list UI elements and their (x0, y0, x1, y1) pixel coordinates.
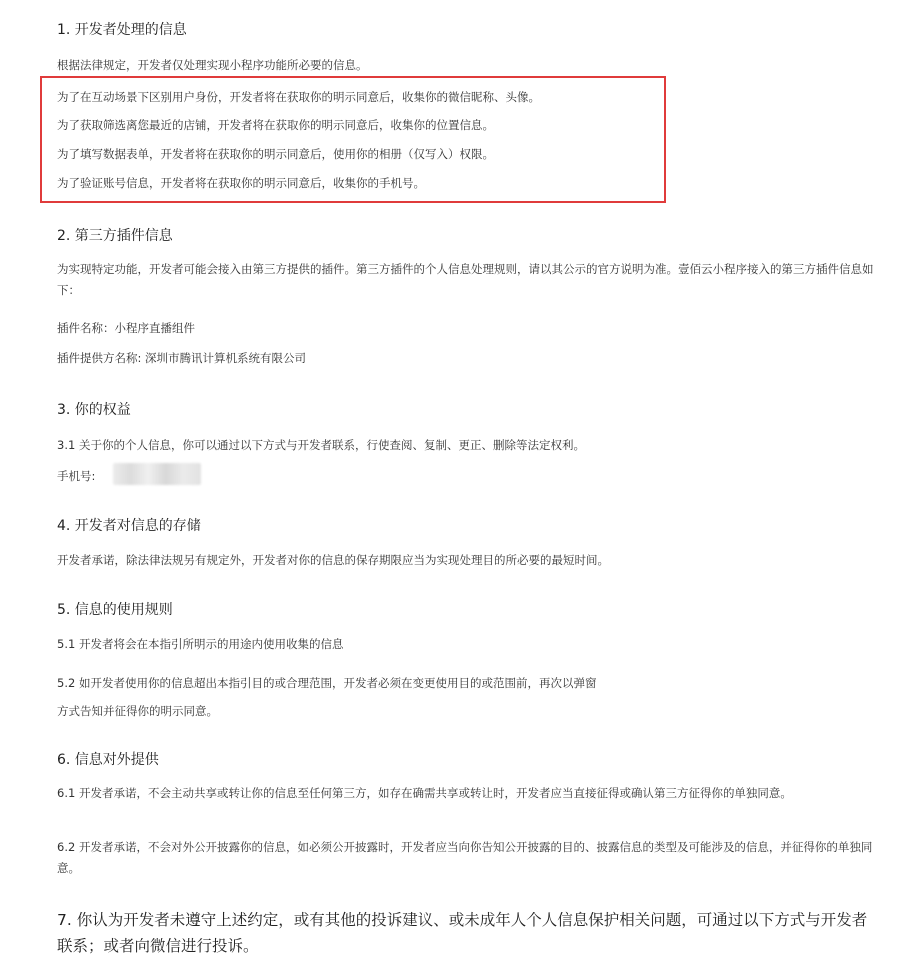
redacted-phone-number (113, 463, 201, 485)
section-6-item-1: 6.1 开发者承诺，不会主动共享或转让你的信息至任何第三方，如存在确需共享或转让时，开发者应当直接征得或确认第三方征得你的单独同意。 (57, 786, 792, 800)
section-5-heading: 5. 信息的使用规则 (57, 602, 173, 618)
section-6-item-2: 6.2 开发者承诺，不会对外公开披露你的信息，如必须公开披露时，开发者应当向你告知公开披露的目的、披露信息的类型及可能涉及的信息，并征得你的单独同意。 (57, 840, 873, 875)
section-1-heading: 1. 开发者处理的信息 (57, 22, 187, 38)
section-3-body: 3.1 关于你的个人信息，你可以通过以下方式与开发者联系，行使查阅、复制、更正、删除等法定权利。 (57, 438, 585, 452)
section-7-heading: 7. 你认为开发者未遵守上述约定，或有其他的投诉建议、或未成年人个人信息保护相关问题，可通过以下方式与开发者联系；或者向微信进行投诉。 (57, 911, 868, 955)
section-5-item-2-line-2: 方式告知并征得你的明示同意。 (57, 704, 218, 718)
info-item-location: 为了获取筛选离您最近的店铺，开发者将在获取你的明示同意后，收集你的位置信息。 (57, 118, 494, 132)
section-1-intro: 根据法律规定，开发者仅处理实现小程序功能所必要的信息。 (57, 58, 368, 72)
info-item-nickname-avatar: 为了在互动场景下区别用户身份，开发者将在获取你的明示同意后，收集你的微信昵称、头像。 (57, 90, 540, 104)
section-5-item-1: 5.1 开发者将会在本指引所明示的用途内使用收集的信息 (57, 637, 344, 651)
section-4-body: 开发者承诺，除法律法规另有规定外，开发者对你的信息的保存期限应当为实现处理目的所必要的最短时间。 (57, 553, 609, 567)
info-item-album: 为了填写数据表单，开发者将在获取你的明示同意后，使用你的相册（仅写入）权限。 (57, 147, 494, 161)
section-4-heading: 4. 开发者对信息的存储 (57, 518, 201, 534)
section-5-item-2-line-1: 5.2 如开发者使用你的信息超出本指引目的或合理范围，开发者必须在变更使用目的或范围前，再次以弹窗 (57, 676, 597, 690)
phone-label: 手机号: (57, 469, 96, 483)
plugin-provider: 插件提供方名称: 深圳市腾讯计算机系统有限公司 (57, 351, 307, 365)
section-2-heading: 2. 第三方插件信息 (57, 228, 173, 244)
plugin-name: 插件名称：小程序直播组件 (57, 321, 195, 335)
info-item-phone: 为了验证账号信息，开发者将在获取你的明示同意后，收集你的手机号。 (57, 176, 425, 190)
section-2-body: 为实现特定功能，开发者可能会接入由第三方提供的插件。第三方插件的个人信息处理规则，请以其公示的官方说明为准。壹佰云小程序接入的第三方插件信息如下： (57, 262, 874, 297)
section-3-heading: 3. 你的权益 (57, 402, 131, 418)
section-6-heading: 6. 信息对外提供 (57, 752, 159, 768)
